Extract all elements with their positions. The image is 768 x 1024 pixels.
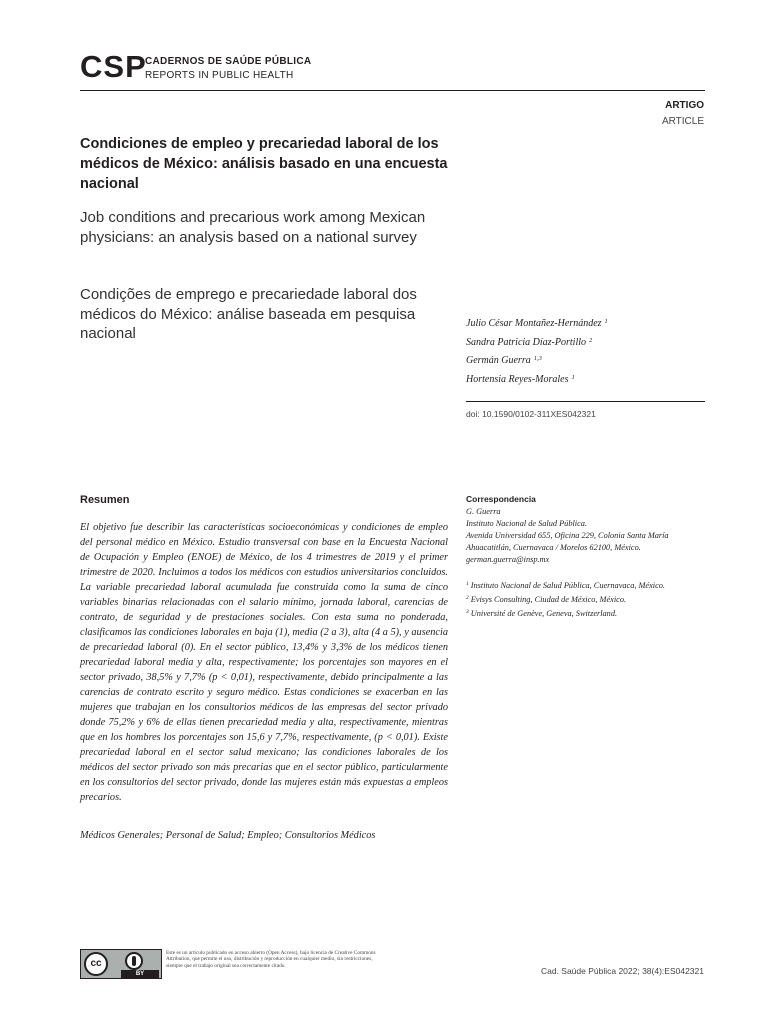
affiliation: $^3$ Université de Genève, Geneva, Switzerland. — [466, 609, 618, 618]
title-spanish: Condiciones de empleo y precariedad laboral de los médicos de México: análisis basado en una encuesta nacional — [80, 136, 448, 192]
journal-name: CADERNOS DE SAÚDE PÚBLICA — [145, 56, 312, 67]
correspondence-email[interactable]: german.guerra@insp.mx — [466, 555, 550, 564]
header-divider — [80, 90, 705, 91]
correspondence-heading: Correspondencia — [466, 494, 536, 504]
doi-link[interactable]: doi: 10.1590/0102-311XES042321 — [466, 409, 596, 419]
author: Julio César Montañez-Hernández $^1$ — [466, 318, 608, 329]
author-list — [466, 314, 706, 388]
affiliation: $^1$ Instituto Nacional de Salud Pública, Cuernavaca, México. — [466, 581, 665, 590]
correspondence-line: Avenida Universidad 655, Oficina 229, Colonia Santa María — [466, 531, 669, 540]
doi-divider — [466, 401, 705, 402]
cc-license-badge[interactable] — [80, 949, 162, 979]
author: Germán Guerra $^{1,3}$ — [466, 355, 542, 366]
affiliation: $^2$ Evisys Consulting, Ciudad de México, México. — [466, 595, 627, 604]
correspondence-block — [466, 506, 706, 566]
keywords: Médicos Generales; Personal de Salud; Empleo; Consultorios Médicos — [80, 830, 376, 841]
abstract-heading: Resumen — [80, 494, 130, 506]
license-text: Este es un artículo publicado en acceso abierto (Open Access), bajo licencia de Creative Commons Attribution, que permite el uso, distribución y reproducción en cualquier medio, sin restricciones, siempre que el trabajo original sea correctamente citado. — [166, 950, 376, 969]
correspondence-line: Ahuacatitlán, Cuernavaca / Morelos 62100, México. — [466, 543, 641, 552]
correspondence-line: Instituto Nacional de Salud Pública. — [466, 519, 587, 528]
cc-icon: cc — [84, 952, 108, 976]
attribution-icon — [125, 952, 143, 970]
author: Sandra Patricia Díaz-Portillo $^2$ — [466, 336, 593, 348]
title-portuguese: Condições de emprego e precariedade laboral dos médicos do México: análise baseada em pesquisa nacional — [80, 286, 417, 342]
journal-subtitle: REPORTS IN PUBLIC HEALTH — [145, 70, 294, 81]
journal-logo: CSP — [80, 49, 147, 84]
by-label: BY — [121, 970, 159, 978]
abstract-text: El objetivo fue describir las características socioeconómicas y condiciones de empleo del personal médico en México. Estudio transversal con base en la Encuesta Nacional de Ocupación y Empleo (ENOE) de México, de los 4 trimestres de 2019 y el primer trimestre de 2020. Incluimos a todos los médicos con estudios universitarios concluidos. La variable precariedad laboral acumulada fue construida como la suma de cinco variables binarias relacionadas con el salario mínimo, jornada laboral, carencias de contrato, de seguridad y de prestaciones sociales. Con esta suma no ponderada, clasificamos las condiciones laborales en baja (1), media (2 a 3), alta (4 a 5), y ausencia de precariedad laboral (0). En el sector público, 13,4% y 3,3% de los médicos tienen precariedad laboral media y alta, respectivamente; los porcentajes son mayores en el sector privado, 38,5% y 7,7% (p < 0,01), respectivamente, debido principalmente a las carencias de contrato escrito y seguro médico. Estas condiciones se exacerban en las mujeres que trabajan en los consultorios médicos de las empresas del sector privado donde 75,2% y 6% de ellas tienen precariedad media y alta, respectivamente, mientras que en los hombres los porcentajes son 15,6 y 7,7%, respectivamente, (p < 0,01). Existe precariedad laboral en el sector salud mexicano; las condiciones laborales de los médicos del sector privado son más precarias que en el sector público, particularmente en los consultorios del sector privado, donde las mujeres están más expuestas a empleos precarios. — [80, 522, 448, 803]
title-english: Job conditions and precarious work among Mexican physicians: an analysis based on a national survey — [80, 209, 426, 246]
article-type-en: ARTICLE — [661, 116, 704, 127]
citation: Cad. Saúde Pública 2022; 38(4):ES042321 — [540, 966, 704, 976]
article-type: ARTIGO — [665, 100, 704, 111]
author: Hortensia Reyes-Morales $^1$ — [466, 373, 575, 385]
correspondence-line: G. Guerra — [466, 507, 501, 516]
affiliations — [466, 578, 706, 620]
